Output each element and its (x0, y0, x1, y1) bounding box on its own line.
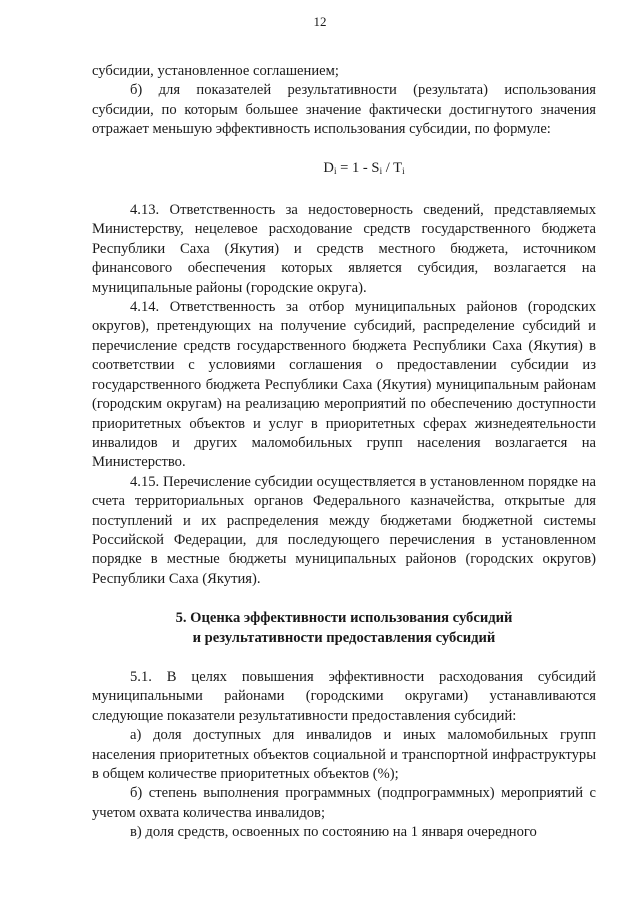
section-5-heading (92, 609, 596, 648)
formula-lhs-sub: i (333, 165, 337, 176)
formula-lhs: D (323, 159, 334, 176)
paragraph-4-15: 4.15. Перечисление субсидии осуществляется в установленном порядке на счета территориальных органов Федерального казначейства, открытые для поступлений и их распределения между бюджетами бюджетной системы Российской Федерации, для последующего перечисления в установленном порядке в местные бюджеты муниципальных районов (городских округов) Республики Саха (Якутия). (92, 473, 596, 587)
efficiency-formula (132, 159, 596, 181)
formula-mid-sub: i (379, 165, 383, 176)
page-number: 12 (313, 14, 327, 29)
formula-rhs-sub: i (402, 165, 405, 176)
paragraph-item-v: в) доля средств, освоенных по состоянию на 1 января очередного (130, 824, 537, 841)
formula-mid: = 1 - S (336, 159, 380, 176)
paragraph-item-a: а) доля доступных для инвалидов и иных маломобильных групп населения приоритетных объектов социальной и транспортной инфраструктуры в общем количестве приоритетных объектов (%); (92, 727, 596, 782)
section-5-heading-line2: и результативности предоставления субсидий (192, 629, 496, 646)
paragraph-5-1: 5.1. В целях повышения эффективности расходования субсидий муниципальными районами (городскими округами) устанавливаются следующие показатели результативности предоставления субсидий: (92, 668, 596, 724)
paragraph-item-b: б) для показателей результативности (результата) использования субсидии, по которым большее значение фактически достигнутого значения отражает меньшую эффективность использования субсидии, по формуле: (92, 82, 596, 138)
paragraph-4-13: 4.13. Ответственность за недостоверность сведений, представляемых Министерству, нецелевое расходование средств государственного бюджета Республики Саха (Якутия) и средств местного бюджета, источником финансового обеспечения которых является субсидия, возлагается на муниципальные районы (городские округа). (92, 202, 596, 296)
paragraph-continuation: субсидии, установленное соглашением; (92, 63, 339, 79)
paragraph-item-b2: б) степень выполнения программных (подпрограммных) мероприятий с учетом охвата количества инвалидов; (92, 785, 596, 821)
document-body (92, 62, 596, 843)
paragraph-4-14: 4.14. Ответственность за отбор муниципальных районов (городских округов), претендующих на получение субсидий, распределение субсидий и перечисление средств государственного бюджета Республики Саха (Якутия) в соответствии с условиями соглашения о предоставлении субсидии из государственного бюджета Республики Саха (Якутия) муниципальным районам (городским округам) на реализацию мероприятий по обеспечению доступности приоритетных объектов и услуг в приоритетных сферах жизнедеятельности инвалидов и других маломобильных групп населения возлагается на Министерство. (92, 299, 596, 471)
formula-rhs: / T (382, 159, 403, 176)
section-5-heading-line1: 5. Оценка эффективности использования субсидий (175, 610, 513, 627)
